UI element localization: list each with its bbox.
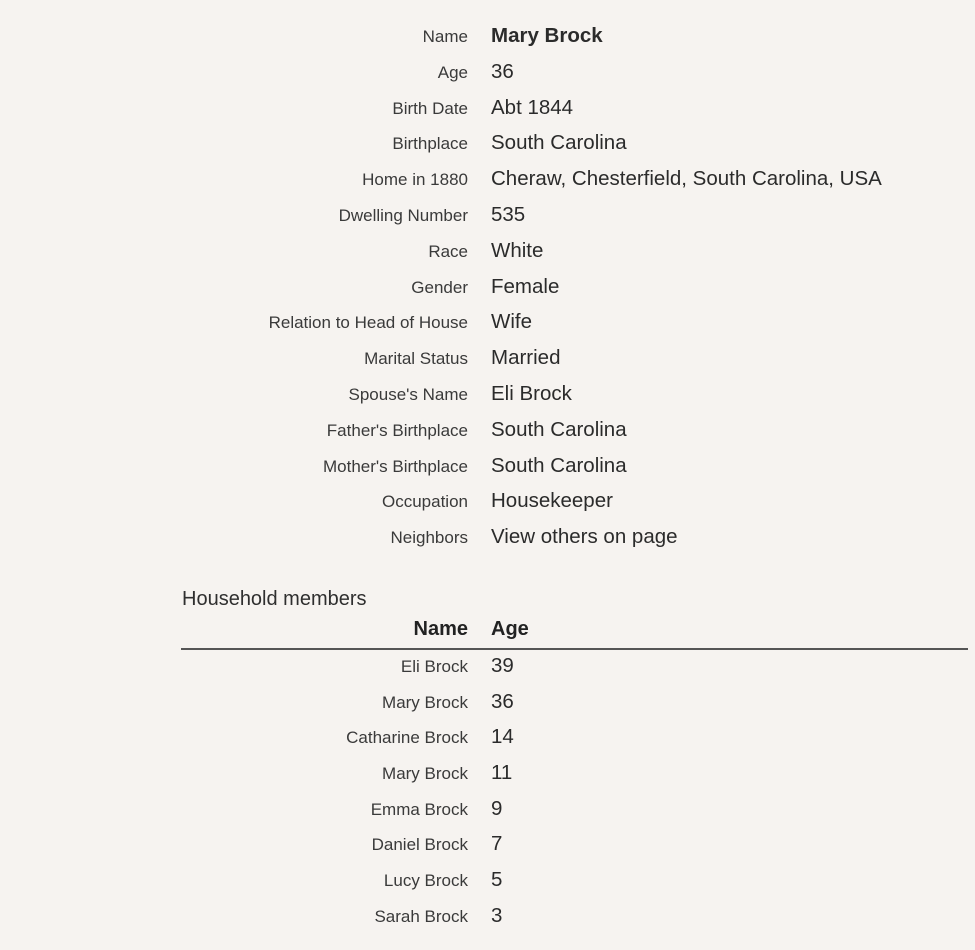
household-table <box>181 618 968 940</box>
member-age: 5 <box>491 868 503 892</box>
field-occupation-row <box>0 489 975 525</box>
field-label: Dwelling Number <box>338 205 468 225</box>
field-label: Spouse's Name <box>348 384 468 404</box>
household-title: Household members <box>182 588 367 610</box>
member-name: Catharine Brock <box>346 728 468 748</box>
table-row <box>181 797 968 833</box>
field-label: Relation to Head of House <box>268 313 468 333</box>
view-neighbors-link[interactable]: View others on page <box>491 525 678 549</box>
field-label: Race <box>428 241 468 261</box>
member-age: 3 <box>491 903 503 927</box>
member-age: 14 <box>491 725 514 749</box>
field-dwelling-number-row <box>0 203 975 239</box>
field-relation-row <box>0 310 975 346</box>
field-label: Birthplace <box>392 134 468 154</box>
field-race-row <box>0 239 975 275</box>
table-row <box>181 904 968 940</box>
member-age: 9 <box>491 796 503 820</box>
table-header <box>181 618 968 648</box>
field-value: Wife <box>491 310 532 334</box>
field-value: South Carolina <box>491 131 627 155</box>
field-spouse-row <box>0 382 975 418</box>
field-name-row <box>0 24 975 60</box>
field-value: White <box>491 238 544 262</box>
field-value: 535 <box>491 202 526 226</box>
table-row <box>181 761 968 797</box>
field-label: Mother's Birthplace <box>323 456 468 476</box>
table-row <box>181 690 968 726</box>
member-age: 11 <box>491 761 513 785</box>
field-value: Eli Brock <box>491 381 572 405</box>
member-name: Mary Brock <box>382 764 468 784</box>
field-label: Neighbors <box>390 528 468 548</box>
record-details <box>0 24 975 561</box>
field-label: Age <box>437 62 468 82</box>
member-name: Sarah Brock <box>374 906 468 926</box>
person-name: Mary Brock <box>491 24 603 47</box>
member-age: 7 <box>491 832 503 856</box>
field-value: South Carolina <box>491 453 627 477</box>
member-name: Lucy Brock <box>383 871 468 891</box>
column-header-name: Name <box>413 618 468 640</box>
field-home-row <box>0 167 975 203</box>
field-value: South Carolina <box>491 417 627 441</box>
header-divider <box>181 648 968 650</box>
field-label: Birth Date <box>392 98 468 118</box>
field-label: Gender <box>411 277 468 297</box>
member-name: Mary Brock <box>382 692 468 712</box>
field-father-birthplace-row <box>0 418 975 454</box>
field-marital-status-row <box>0 346 975 382</box>
field-gender-row <box>0 275 975 311</box>
field-value: Married <box>491 346 561 370</box>
member-name: Eli Brock <box>400 657 468 676</box>
table-row <box>181 832 968 868</box>
field-value: Cheraw, Chesterfield, South Carolina, USA <box>491 167 882 191</box>
table-row <box>181 725 968 761</box>
field-value: 36 <box>491 59 514 83</box>
field-label: Occupation <box>382 492 468 512</box>
field-mother-birthplace-row <box>0 454 975 490</box>
field-birth-date-row <box>0 96 975 132</box>
table-row <box>181 868 968 904</box>
member-name: Emma Brock <box>370 799 468 819</box>
field-value: Female <box>491 274 560 298</box>
member-name: Daniel Brock <box>371 835 468 855</box>
table-row <box>181 654 968 690</box>
field-label: Home in 1880 <box>362 170 468 190</box>
field-value: Housekeeper <box>491 489 613 513</box>
field-age-row <box>0 60 975 96</box>
member-age: 39 <box>491 654 514 677</box>
field-value: Abt 1844 <box>491 95 574 119</box>
column-header-age: Age <box>491 618 529 640</box>
field-label: Marital Status <box>364 349 468 369</box>
field-birthplace-row <box>0 131 975 167</box>
field-label: Father's Birthplace <box>326 420 468 440</box>
field-neighbors-row <box>0 525 975 561</box>
member-age: 36 <box>491 689 514 713</box>
field-label: Name <box>422 27 468 46</box>
